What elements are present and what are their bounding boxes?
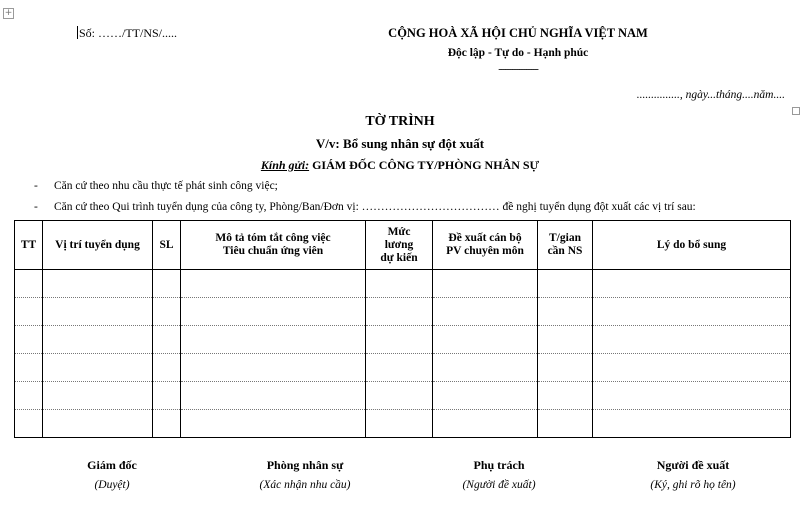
table-cell[interactable] (433, 298, 538, 326)
table-cell[interactable] (181, 382, 366, 410)
text-cursor (77, 26, 78, 39)
nation-heading: CỘNG HOÀ XÃ HỘI CHỦ NGHĨA VIỆT NAM (388, 26, 648, 40)
col-header-salary: Mức lương dự kiến (366, 221, 433, 270)
table-cell[interactable] (538, 326, 593, 354)
table-cell[interactable] (153, 382, 181, 410)
text-boundary-marker (792, 107, 800, 115)
motto: Độc lập - Tự do - Hạnh phúc (447, 47, 589, 59)
bullet-item: - Căn cứ theo Qui trình tuyển dụng của công ty, Phòng/Ban/Đơn vị: ……………………………… đề nghị tuyển dụng đột xuất các vị trí sau: (34, 201, 696, 213)
table-cell[interactable] (43, 382, 153, 410)
col-header-qty: SL (153, 221, 181, 270)
col-header-time: T/gian cần NS (538, 221, 593, 270)
move-anchor-icon[interactable]: + (4, 8, 13, 18)
date-line: ..............., ngày...tháng....năm.... (636, 89, 785, 101)
table-cell[interactable] (181, 270, 366, 298)
col-header-reason: Lý do bổ sung (593, 221, 791, 270)
table-row[interactable] (15, 410, 791, 438)
table-cell[interactable] (538, 270, 593, 298)
motto-divider: ----------------- (498, 64, 538, 75)
table-cell[interactable] (153, 354, 181, 382)
signature-proposer: Người đề xuất (Ký, ghi rõ họ tên) (650, 458, 736, 491)
table-cell[interactable] (153, 270, 181, 298)
table-cell[interactable] (43, 270, 153, 298)
table-cell[interactable] (366, 354, 433, 382)
signature-director: Giám đốc (Duyệt) (87, 458, 137, 491)
table-cell[interactable] (43, 354, 153, 382)
table-cell[interactable] (366, 298, 433, 326)
table-cell[interactable] (15, 354, 43, 382)
document-title: TỜ TRÌNH (365, 114, 435, 129)
table-cell[interactable] (538, 410, 593, 438)
table-cell[interactable] (433, 410, 538, 438)
table-cell[interactable] (538, 354, 593, 382)
addressee-label: Kính gửi: (260, 158, 310, 172)
table-cell[interactable] (593, 382, 791, 410)
table-cell[interactable] (181, 326, 366, 354)
col-header-position: Vị trí tuyển dụng (43, 221, 153, 270)
table-cell[interactable] (593, 270, 791, 298)
table-cell[interactable] (15, 270, 43, 298)
table-cell[interactable] (433, 354, 538, 382)
table-cell[interactable] (43, 410, 153, 438)
table-cell[interactable] (366, 270, 433, 298)
bullet-dash: - (34, 201, 38, 213)
signature-manager: Phụ trách (Người đề xuất) (462, 458, 536, 491)
table-cell[interactable] (593, 326, 791, 354)
table-cell[interactable] (181, 354, 366, 382)
table-row[interactable] (15, 354, 791, 382)
table-row[interactable] (15, 270, 791, 298)
bullet-dash: - (34, 180, 38, 192)
table-cell[interactable] (153, 298, 181, 326)
table-body (15, 270, 791, 438)
recruitment-table (14, 220, 791, 438)
table-cell[interactable] (153, 326, 181, 354)
document-number: Số: ……/TT/NS/..... (79, 26, 178, 40)
bullet-item: - Căn cứ theo nhu cầu thực tế phát sinh công việc; (34, 180, 278, 192)
table-cell[interactable] (593, 354, 791, 382)
col-header-interviewer: Đề xuất cán bộ PV chuyên môn (433, 221, 538, 270)
table-cell[interactable] (538, 298, 593, 326)
table-cell[interactable] (15, 326, 43, 354)
table-row[interactable] (15, 382, 791, 410)
col-header-description: Mô tả tóm tắt công việc Tiêu chuẩn ứng viên (181, 221, 366, 270)
table-cell[interactable] (433, 270, 538, 298)
table-cell[interactable] (593, 298, 791, 326)
table-cell[interactable] (366, 326, 433, 354)
table-cell[interactable] (366, 410, 433, 438)
table-cell[interactable] (538, 382, 593, 410)
signature-hr: Phòng nhân sự (Xác nhận nhu cầu) (259, 458, 351, 491)
table-cell[interactable] (15, 410, 43, 438)
col-header-tt: TT (15, 221, 43, 270)
addressee (150, 158, 650, 173)
table-cell[interactable] (593, 410, 791, 438)
table-cell[interactable] (15, 382, 43, 410)
table-row[interactable] (15, 326, 791, 354)
table-cell[interactable] (181, 298, 366, 326)
table-row[interactable] (15, 298, 791, 326)
document-subject: V/v: Bổ sung nhân sự đột xuất (315, 136, 485, 151)
table-cell[interactable] (43, 298, 153, 326)
table-cell[interactable] (433, 382, 538, 410)
table-cell[interactable] (433, 326, 538, 354)
table-cell[interactable] (181, 410, 366, 438)
addressee-value: GIÁM ĐỐC CÔNG TY/PHÒNG NHÂN SỰ (309, 158, 540, 172)
table-cell[interactable] (15, 298, 43, 326)
table-cell[interactable] (366, 382, 433, 410)
table-header-row (15, 221, 791, 270)
table-cell[interactable] (43, 326, 153, 354)
table-cell[interactable] (153, 410, 181, 438)
